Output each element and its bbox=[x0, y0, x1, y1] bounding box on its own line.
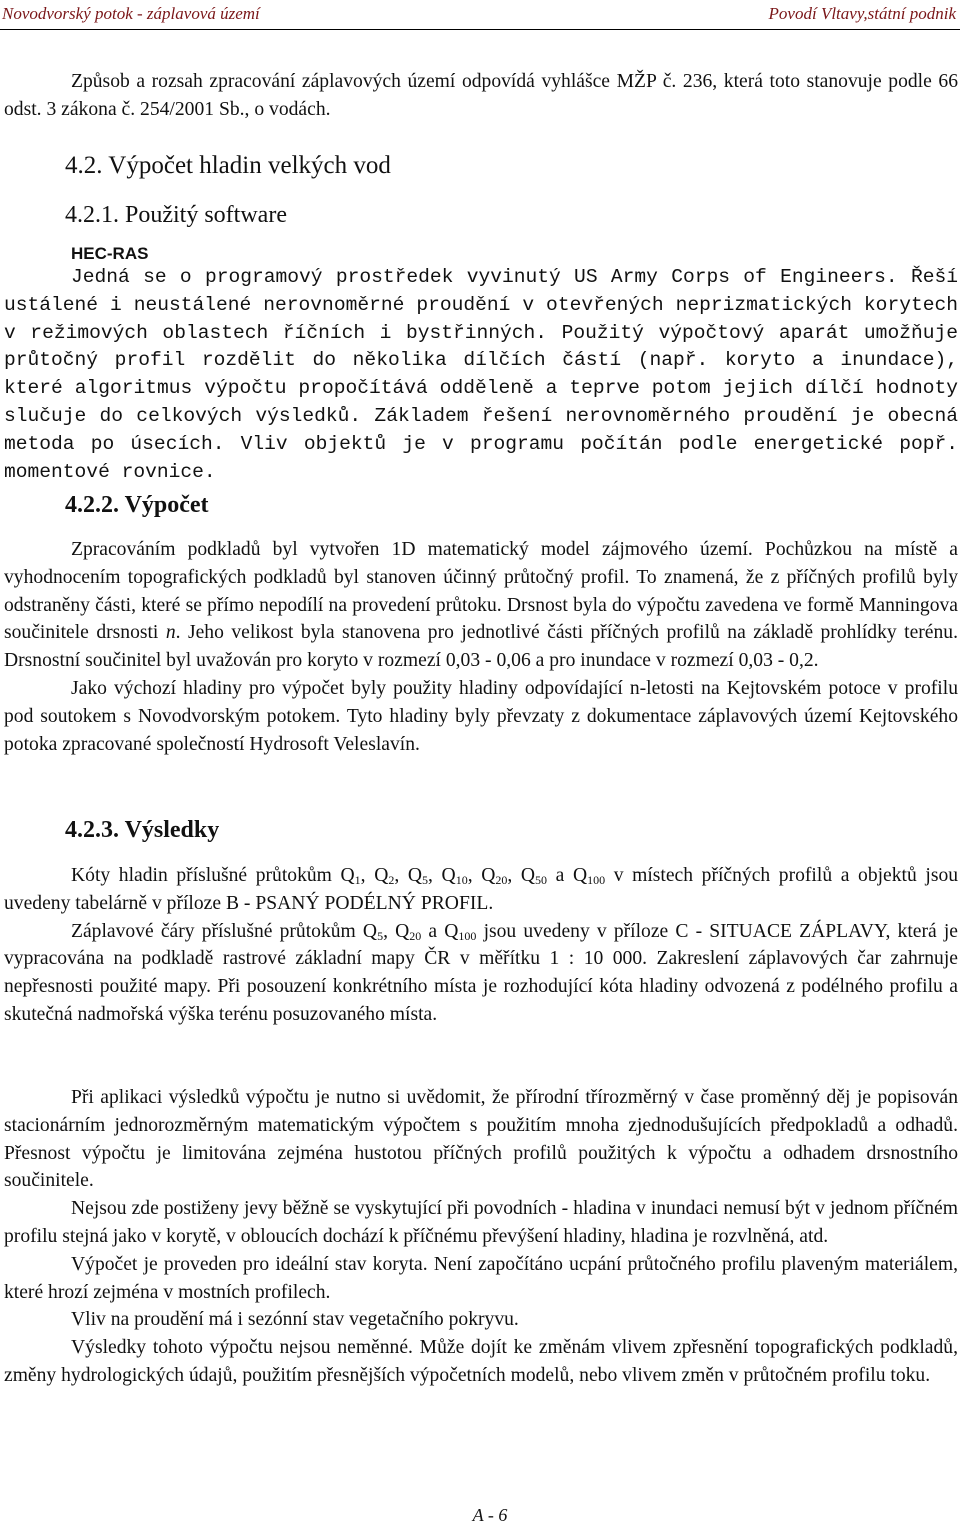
note-paragraph-1: Při aplikaci výsledků výpočtu je nutno si uvědomit, že přírodní třírozměrný v čase proměnný děj je popisován stacionárním jednorozměrným matematickým výpočtem s použitím mnoha zjednodušujících předpokladů a odhadů. Přesnost výpočtu je limitována zejména hustotou příčných profilů použitých k výpočtu a odhadem drsnostního součinitele. bbox=[4, 1087, 958, 1192]
intro-paragraph: Způsob a rozsah zpracování záplavových území odpovídá vyhlášce MŽP č. 236, která toto stanovuje podle 66 odst. 3 zákona č. 254/2001 Sb., o vodách. bbox=[4, 71, 958, 120]
note-paragraph-3: Výpočet je proveden pro ideální stav koryta. Není započítáno ucpání průtočného profilu plaveným materiálem, které hrozí zejména v mostních profilech. bbox=[4, 1253, 958, 1303]
note-paragraph-5: Výsledky tohoto výpočtu nejsou neměnné. Může dojít ke změnám vlivem zpřesnění topografických podkladů, změny hydrologických údajů, použitím přesnějších výpočetních modelů, nebo vlivem změn v průtočném profilu toku. bbox=[4, 1337, 958, 1386]
hecras-block bbox=[4, 264, 958, 486]
note-paragraph-2: Nejsou zde postiženy jevy běžně se vyskytující při povodních - hladina v inundaci nemusí být v jednom příčném profilu stejná jako v korytě, v obloucích dochází k příčnému převýšení hladiny, hladina je rozvlněná, atd. bbox=[4, 1198, 958, 1247]
vysledky-paragraph-1: Kóty hladin příslušné průtokům $Q_1$, $Q_2$, $Q_5$, $Q_{10}$, $Q_{20}$, $Q_{50}$ a $Q_{100}$ v místech příčných profilů a objektů jsou uvedeny tabelárně v příloze B - PSANÝ PODÉLNÝ PROFIL. bbox=[4, 865, 959, 914]
vypocet-paragraph-1 bbox=[4, 536, 958, 675]
section-heading-4-2-3: 4.2.3. Výsledky bbox=[65, 817, 220, 843]
note-paragraph-4: Vliv na proudění má i sezónní stav vegetačního pokryvu. bbox=[71, 1309, 519, 1331]
page-number: A - 6 bbox=[472, 1505, 508, 1525]
notes-block bbox=[4, 1084, 958, 1390]
vysledky-paragraph-2: Záplavové čáry příslušné průtokům $Q_5$, $Q_{20}$ a $Q_{100}$ jsou uvedeny v příloze C - SITUACE ZÁPLAVY, která je vypracována na podkladě rastrové základní mapy ČR v měřítku 1 : 10 000. Zakreslení záplavových čar zahrnuje nepřesnosti použité mapy. Při posouzení konkrétního místa je rozhodující kóta hladiny odvozená z podélného profilu a skutečná nadmořská výška terénu posuzovaného místa. bbox=[4, 920, 958, 1025]
page-footer bbox=[0, 1505, 960, 1526]
page-header bbox=[0, 0, 960, 34]
section-heading-4-2: 4.2. Výpočet hladin velkých vod bbox=[65, 152, 391, 179]
hecras-label: HEC-RAS bbox=[71, 244, 149, 263]
vypocet-block bbox=[4, 536, 958, 758]
hecras-paragraph: Jedná se o programový prostředek vyvinutý US Army Corps of Engineers. Řeší ustálené i neustálené nerovnoměrné proudění v otevřených neprizmatických korytech v režimových oblastech říčních i bystřinných. Použitý výpočtový aparát umožňuje průtočný profil rozdělit do několika dílčích částí (např. koryto a inundace), které algoritmus výpočtu propočítává odděleně a teprve potom jejich dílčí hodnoty slučuje do celkových výsledků. Základem řešení nerovnoměrného proudění je obecná metoda po úsecích. Vliv objektů je v programu počítán podle energetické popř. momentové rovnice. bbox=[4, 266, 958, 483]
intro-block bbox=[4, 68, 958, 124]
header-right-title: Povodí Vltavy,státní podnik bbox=[768, 4, 956, 23]
vypocet-text-a: Zpracováním podkladů byl vytvořen 1D matematický model zájmového území. Pochůzkou na místě a vyhodnocením topografických podkladů byl stanoven účinný průtočný profil. To znamená, že z příčných profilů byly odstraněny části, které se přímo nepodílí na provedení průtoku. Drsnost byla do výpočtu zavedena ve formě Manningova součinitele drsnosti bbox=[4, 539, 958, 644]
section-heading-4-2-2: 4.2.2. Výpočet bbox=[65, 492, 209, 518]
section-heading-4-2-1: 4.2.1. Použitý software bbox=[65, 202, 287, 228]
header-rule bbox=[0, 29, 960, 30]
header-left-title: Novodvorský potok - záplavová území bbox=[2, 4, 260, 23]
vypocet-text-b: . Jeho velikost byla stanovena pro jednotlivé části příčných profilů na základě prohlídky terénu. Drsnostní součinitel byl uvažován pro koryto v rozmezí 0,03 - 0,06 a pro inundace v rozmezí 0,03 - 0,2. bbox=[4, 622, 958, 672]
vypocet-paragraph-2: Jako výchozí hladiny pro výpočet byly použity hladiny odpovídající n-letosti na Kejtovském potoce v profilu pod soutokem s Novodvorským potokem. Tyto hladiny byly převzaty z dokumentace záplavových území Kejtovského potoka zpracované společností Hydrosoft Veleslavín. bbox=[4, 677, 958, 755]
vysledky-block bbox=[4, 862, 958, 1029]
manning-n: n bbox=[165, 622, 176, 644]
